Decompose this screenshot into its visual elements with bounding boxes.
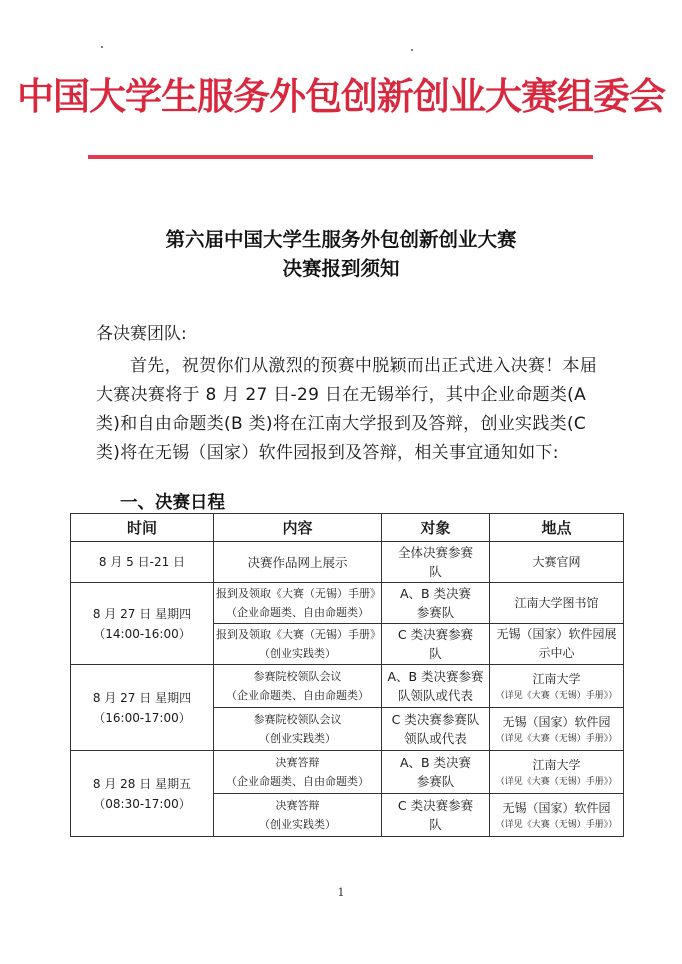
table-row: [71, 751, 624, 794]
time-range: （08:30-17:00）: [93, 796, 191, 811]
content-text: 参赛院校领队会议: [253, 670, 342, 683]
cell-target: [382, 794, 490, 837]
content-note: （企业命题类、自由命题类）: [226, 689, 369, 702]
target-text: C 类决赛参赛队领队或代表: [391, 712, 480, 746]
page-number: 1: [337, 886, 345, 899]
cell-content: [214, 708, 382, 751]
header-place: 地点: [490, 514, 624, 542]
content-text: 决赛答辩: [275, 799, 320, 812]
section-heading-schedule: 一、决赛日程: [120, 493, 225, 513]
cell-place: [490, 665, 624, 708]
content-note: （创业实践类）: [259, 647, 336, 660]
cell-content: [214, 583, 382, 624]
content-note: （企业命题类、自由命题类）: [226, 606, 369, 619]
target-text: C 类决赛参赛队: [397, 798, 474, 832]
table-header-row: [71, 514, 624, 542]
content-text: 报到及领取《大赛（无锡）手册》: [216, 587, 381, 600]
header-target: 对象: [382, 514, 490, 542]
intro-paragraph: 首先，祝贺你们从激烈的预赛中脱颖而出正式进入决赛！本届大赛决赛将于 8 月 27 日-29 日在无锡举行，其中企业命题类(A类)和自由命题类(B 类)将在江南大学报到及答辩，创业实践类(C类)将在无锡（国家）软件园报到及答辩，相关事宜通知如下:: [96, 356, 598, 463]
content-note: （创业实践类）: [259, 818, 336, 831]
cell-place: [490, 624, 624, 665]
place-note: （详见《大赛（无锡）手册》）: [495, 733, 618, 744]
cell-place: [490, 708, 624, 751]
table-row: [71, 542, 624, 583]
content-note: （企业命题类、自由命题类）: [226, 775, 369, 788]
document-title-line1: 第六届中国大学生服务外包创新创业大赛: [165, 228, 517, 251]
header-content: 内容: [214, 514, 382, 542]
content-text: 报到及领取《大赛（无锡）手册》: [216, 628, 381, 641]
cell-place: [490, 794, 624, 837]
table-row: [71, 583, 624, 624]
schedule-table: [70, 513, 624, 837]
content-note: （创业实践类）: [259, 732, 336, 745]
greeting: 各决赛团队:: [96, 324, 187, 344]
target-text: A、B 类决赛参赛队领队或代表: [387, 669, 484, 703]
cell-target: [382, 542, 490, 583]
table-row: [71, 665, 624, 708]
time-date: 8 月 28 日 星期五: [92, 776, 192, 791]
scan-speck: [101, 46, 103, 48]
place-note: （详见《大赛（无锡）手册》）: [495, 776, 618, 787]
header-time: 时间: [71, 514, 214, 542]
place-note: （详见《大赛（无锡）手册》）: [495, 690, 618, 701]
cell-place: [490, 751, 624, 794]
target-text: A、B 类决赛参赛队: [399, 586, 472, 620]
cell-time: [71, 665, 214, 751]
cell-target: [382, 624, 490, 665]
content-text: 参赛院校领队会议: [253, 713, 342, 726]
time-range: （16:00-17:00）: [93, 710, 191, 725]
target-text: A、B 类决赛参赛队: [399, 755, 472, 789]
cell-place: 江南大学图书馆: [490, 583, 624, 624]
place-text: 无锡（国家）软件园: [502, 714, 611, 729]
cell-target: [382, 751, 490, 794]
scan-speck: [411, 49, 413, 51]
cell-target: [382, 665, 490, 708]
place-text: 江南大学: [532, 757, 581, 772]
cell-content: [214, 665, 382, 708]
document-title-line2: 决赛报到须知: [282, 257, 400, 280]
cell-content: [214, 751, 382, 794]
cell-target: [382, 583, 490, 624]
cell-content: [214, 794, 382, 837]
target-text: 全体决赛参赛队: [397, 545, 473, 579]
cell-time: [71, 751, 214, 837]
target-text: C 类决赛参赛队: [397, 627, 474, 661]
cell-content: 决赛作品网上展示: [214, 542, 382, 583]
place-text: 无锡（国家）软件园: [502, 800, 611, 815]
time-range: （14:00-16:00）: [93, 626, 191, 641]
cell-target: [382, 708, 490, 751]
organization-header: 中国大学生服务外包创新创业大赛组委会: [17, 74, 665, 118]
place-text: 江南大学: [532, 671, 581, 686]
place-text: 无锡（国家）软件园展示中心: [496, 627, 617, 660]
place-note: （详见《大赛（无锡）手册》）: [495, 819, 618, 830]
time-date: 8 月 27 日 星期四: [92, 606, 192, 621]
content-text: 决赛答辩: [275, 756, 320, 769]
cell-place: 大赛官网: [490, 542, 624, 583]
cell-time: 8 月 5 日-21 日: [71, 542, 214, 583]
cell-content: [214, 624, 382, 665]
time-date: 8 月 27 日 星期四: [92, 690, 192, 705]
cell-time: [71, 583, 214, 665]
header-red-rule: [88, 155, 593, 159]
